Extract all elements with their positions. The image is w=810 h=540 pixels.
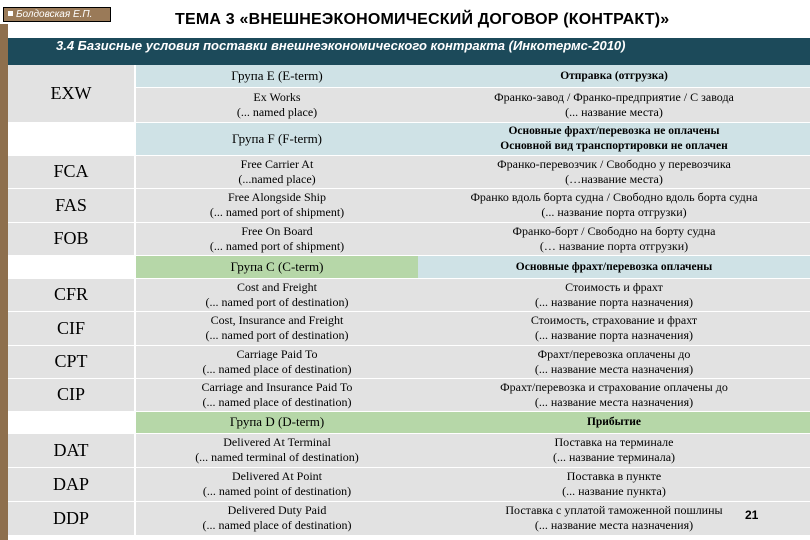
term-eng-place: (... named place of destination) [202,394,352,409]
term-eng [136,155,418,188]
term-rus-place: (... название места назначения) [534,518,694,532]
term-eng-place: (... named port of shipment) [209,205,345,219]
term-rus [418,345,810,378]
term-code: CPT [8,345,136,378]
term-rus-place: (... название порта отгрузки) [541,205,687,219]
row-divider [8,411,810,412]
term-eng-place: (... named place of destination) [202,361,352,376]
group-d-code-spacer [8,411,136,433]
term-eng [136,222,418,255]
term-rus [418,278,810,311]
term-rus-place: (... название пункта) [562,484,666,498]
term-rus-name: Франко-завод / Франко-предприятие / С завода [494,89,734,104]
author-badge [3,7,111,22]
term-eng [136,345,418,378]
term-rus-name: Фрахт/перевозка оплачены до [537,346,691,361]
group-d-label: Група D (D-term) [136,411,418,433]
term-eng-name: Carriage Paid To [236,346,318,361]
term-eng [136,378,418,411]
term-rus [418,155,810,188]
term-eng [136,311,418,345]
row-divider [8,255,810,256]
row-divider [8,222,810,223]
incoterms-table [8,65,810,540]
page-subtitle: 3.4 Базисные условия поставки внешнеэкономического контракта (Инкотермс-2010) [56,38,626,53]
term-rus [418,433,810,467]
row-divider [8,155,810,156]
term-eng-place: (... named port of destination) [205,294,349,309]
term-eng-name: Delivered Duty Paid [227,503,327,517]
row-divider [8,311,810,312]
term-rus-place: (… название порта отгрузки) [539,238,689,253]
group-d-rus-label: Прибытие [418,411,810,433]
term-rus-name: Фрахт/перевозка и страхование оплачены до [500,379,728,394]
term-rus-name: Стоимость, страхование и фрахт [530,313,698,327]
term-eng-name: Delivered At Terminal [223,435,331,449]
term-rus-name: Франко-перевозчик / Свободно у перевозчика [497,156,731,171]
row-divider [8,467,810,468]
group-f-label: Група F (F-term) [136,122,418,155]
term-rus-name: Стоимость и фрахт [565,279,663,294]
term-code: DAP [8,467,136,501]
term-eng [136,467,418,501]
term-code: DDP [8,501,136,535]
term-eng-name: Free Alongside Ship [228,190,326,204]
term-code: FAS [8,188,136,222]
term-rus-place: (... название места) [565,104,663,119]
term-eng-name: Free Carrier At [240,156,314,171]
term-eng-place: (... named point of destination) [202,484,352,498]
term-rus-place: (…название места) [565,171,663,186]
term-code: FOB [8,222,136,255]
term-rus [418,222,810,255]
term-rus-place: (... название места назначения) [534,394,694,409]
term-rus-place: (... название порта назначения) [535,328,693,342]
page-number: 21 [745,508,759,522]
term-eng-place: (... named place of destination) [202,518,352,532]
term-eng-place: (... named place) [236,104,318,119]
term-code: FCA [8,155,136,188]
group-c-rus-label: Основные фрахт/перевозка оплачены [418,255,810,278]
term-eng [136,278,418,311]
term-eng-name: Free On Board [241,223,313,238]
term-eng-name: Ex Works [253,89,301,104]
term-eng [136,433,418,467]
row-divider [8,378,810,379]
term-rus [418,378,810,411]
term-code: EXW [8,65,136,122]
author-label: Болдовская Е.П. [16,9,93,20]
left-accent-bar [0,24,8,540]
row-divider [8,278,810,279]
term-rus-place: (... название терминала) [552,450,676,464]
page-title: ТЕМА 3 «ВНЕШНЕЭКОНОМИЧЕСКИЙ ДОГОВОР (КОНТРАКТ)» [175,11,670,28]
term-rus [418,188,810,222]
term-rus-name: Франко-борт / Свободно на борту судна [512,223,716,238]
row-divider [8,188,810,189]
term-rus [418,311,810,345]
term-eng [136,501,418,535]
term-eng-place: (...named place) [238,171,316,186]
term-rus [418,467,810,501]
group-e-rus-label: Отправка (отгрузка) [418,65,810,87]
group-f-rus-label [418,122,810,155]
term-eng-place: (... named terminal of destination) [195,450,359,464]
group-e-label: Група E (E-term) [136,65,418,87]
term-eng-place: (... named port of shipment) [209,238,345,253]
term-eng-name: Carriage and Insurance Paid To [201,379,353,394]
term-eng-name: Delivered At Point [232,469,322,483]
term-code: CIP [8,378,136,411]
row-divider [8,501,810,502]
term-rus [418,87,810,122]
group-f-rus-line1: Основные фрахт/перевозка не оплачены [508,124,720,137]
row-divider [8,433,810,434]
group-c-code-spacer [8,255,136,278]
term-rus-place: (... название места назначения) [534,361,694,376]
term-code: CIF [8,311,136,345]
term-rus-place: (... название порта назначения) [535,294,693,309]
term-code: DAT [8,433,136,467]
header [0,0,810,38]
bullet-square-icon [8,11,13,16]
term-rus-name: Поставка в пункте [566,469,662,483]
group-c-label: Група C (C-term) [136,255,418,278]
row-divider [8,122,810,123]
group-f-code-spacer [8,122,136,155]
term-rus-name: Франко вдоль борта судна / Свободно вдоль борта судна [470,190,758,204]
term-eng-name: Cost and Freight [237,279,317,294]
term-rus-name: Поставка с уплатой таможенной пошлины [505,503,723,517]
term-eng-name: Cost, Insurance and Freight [210,313,344,327]
group-f-rus-line2: Основной вид транспортировки не оплачен [500,139,728,152]
row-divider [136,87,810,88]
term-rus-name: Поставка на терминале [554,435,674,449]
row-divider [8,345,810,346]
term-code: CFR [8,278,136,311]
term-eng [136,188,418,222]
term-eng [136,87,418,122]
term-eng-place: (... named port of destination) [205,328,349,342]
